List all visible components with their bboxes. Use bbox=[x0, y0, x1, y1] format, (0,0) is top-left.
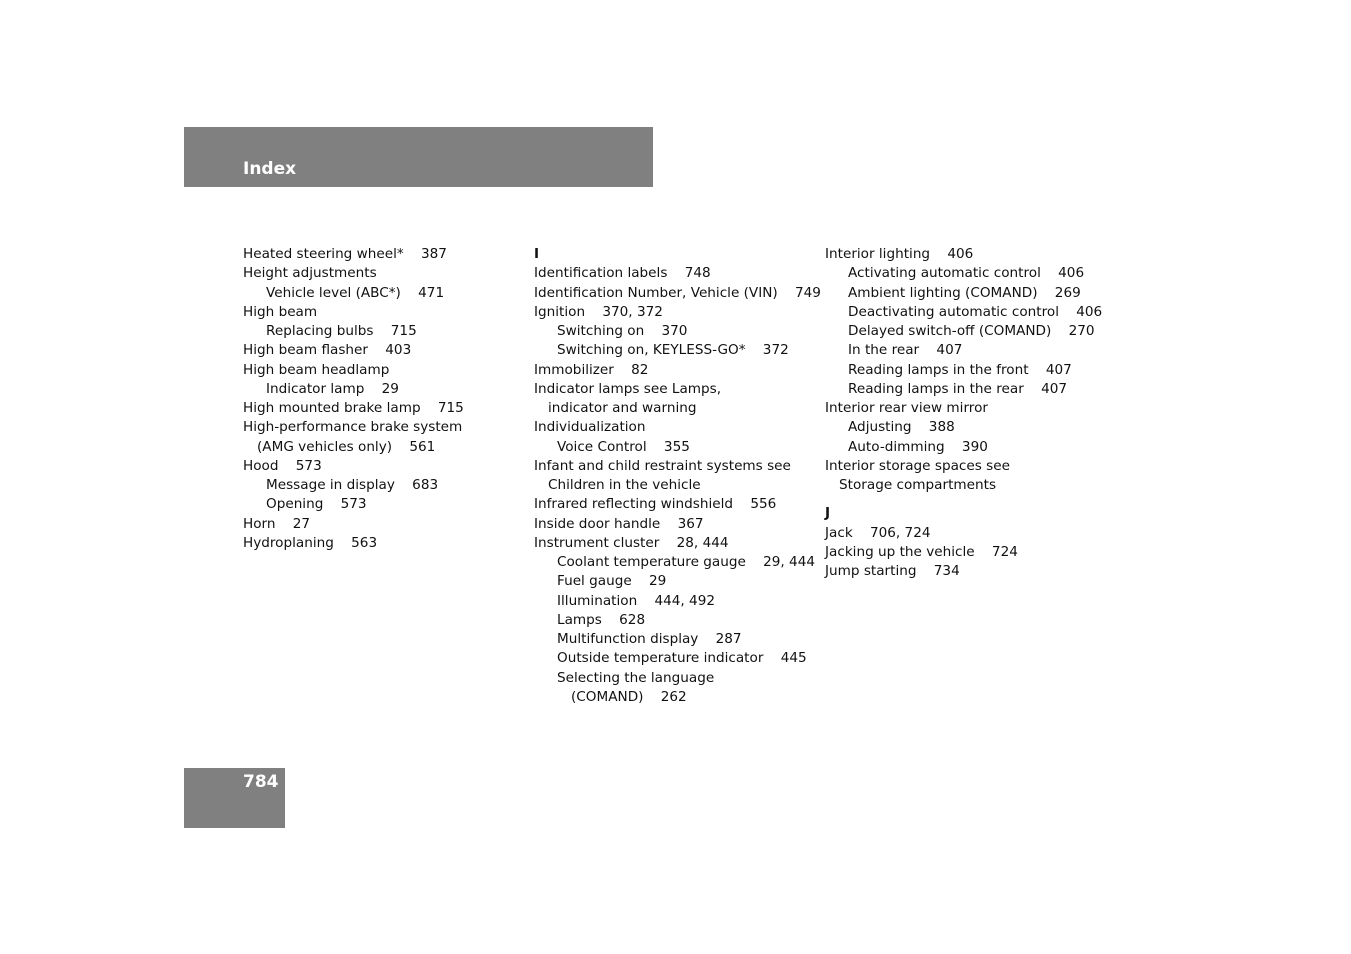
index-entry: Individualization bbox=[534, 419, 646, 436]
section-header-band bbox=[184, 127, 653, 187]
index-entry: Interior lighting 406 bbox=[825, 246, 974, 262]
index-subentry: Reading lamps in the front 407 bbox=[848, 361, 1072, 378]
index-entry: Infrared reflecting windshield 556 bbox=[534, 496, 777, 513]
index-subentry: Activating automatic control 406 bbox=[848, 265, 1085, 282]
index-entry: High beam bbox=[243, 303, 318, 320]
index-subentry: Selecting the language bbox=[557, 669, 715, 686]
index-entry: High mounted brake lamp 715 bbox=[243, 400, 464, 416]
index-subentry: Voice Control 355 bbox=[557, 438, 690, 455]
page-number: 784 bbox=[243, 772, 279, 792]
index-entry: Identification labels 748 bbox=[534, 265, 711, 282]
page-number-box bbox=[184, 768, 285, 828]
index-column-2 bbox=[534, 245, 819, 707]
index-entry: Ignition 370, 372 bbox=[534, 303, 663, 320]
index-subentry: In the rear 407 bbox=[848, 342, 963, 359]
index-entry: Hydroplaning 563 bbox=[243, 534, 378, 551]
index-subentry: Multifunction display 287 bbox=[557, 631, 742, 647]
index-subentry: Opening 573 bbox=[266, 496, 367, 513]
index-subentry: Switching on, KEYLESS-GO* 372 bbox=[557, 342, 789, 359]
index-entry: Instrument cluster 28, 444 bbox=[534, 534, 729, 551]
index-entry: Inside door handle 367 bbox=[534, 515, 704, 532]
index-subentry: Deactivating automatic control 406 bbox=[848, 303, 1103, 320]
index-letter-heading: I bbox=[534, 246, 540, 262]
index-subentry: Coolant temperature gauge 29, 444 bbox=[557, 554, 816, 570]
index-subentry: Lamps 628 bbox=[557, 611, 646, 628]
index-subentry: Illumination 444, 492 bbox=[557, 592, 716, 609]
index-entry: Identification Number, Vehicle (VIN) 749 bbox=[534, 284, 821, 301]
index-entry: Horn 27 bbox=[243, 515, 311, 532]
index-subentry: Storage compartments bbox=[839, 477, 997, 493]
index-entry: Interior storage spaces see bbox=[825, 457, 1010, 474]
index-subentry: (COMAND) 262 bbox=[571, 688, 687, 705]
index-letter-heading: J bbox=[825, 505, 831, 522]
index-entry: High beam headlamp bbox=[243, 361, 390, 378]
index-subentry: Reading lamps in the rear 407 bbox=[848, 380, 1068, 397]
index-subentry: Replacing bulbs 715 bbox=[266, 323, 417, 339]
index-subentry: (AMG vehicles only) 561 bbox=[257, 438, 436, 455]
index-entry: Hood 573 bbox=[243, 457, 322, 474]
index-subentry: Adjusting 388 bbox=[848, 419, 955, 436]
index-entry: Jacking up the vehicle 724 bbox=[825, 543, 1018, 560]
index-subentry: Fuel gauge 29 bbox=[557, 573, 667, 590]
index-entry: Interior rear view mirror bbox=[825, 400, 988, 416]
index-column-3 bbox=[825, 245, 1115, 581]
index-subentry: Vehicle level (ABC*) 471 bbox=[266, 284, 445, 301]
index-subentry: Auto-dimming 390 bbox=[848, 438, 988, 455]
index-entry: Jump starting 734 bbox=[825, 563, 960, 579]
index-entry: High beam flasher 403 bbox=[243, 342, 412, 359]
index-entry: Immobilizer 82 bbox=[534, 361, 649, 378]
index-subentry: Outside temperature indicator 445 bbox=[557, 650, 807, 667]
index-subentry: indicator and warning bbox=[548, 400, 697, 416]
index-subentry: Switching on 370 bbox=[557, 323, 688, 339]
index-entry: Height adjustments bbox=[243, 265, 377, 282]
index-subentry: Message in display 683 bbox=[266, 477, 439, 493]
index-subentry: Ambient lighting (COMAND) 269 bbox=[848, 284, 1081, 301]
index-entry: Heated steering wheel* 387 bbox=[243, 246, 447, 262]
section-gap bbox=[825, 495, 1115, 504]
index-entry: Indicator lamps see Lamps, bbox=[534, 380, 722, 397]
section-title: Index bbox=[243, 159, 297, 179]
index-subentry: Delayed switch-off (COMAND) 270 bbox=[848, 323, 1095, 339]
index-column-1 bbox=[243, 245, 523, 553]
index-entry: High-performance brake system bbox=[243, 419, 463, 436]
index-subentry: Children in the vehicle bbox=[548, 477, 701, 493]
index-entry: Jack 706, 724 bbox=[825, 524, 931, 541]
index-subentry: Indicator lamp 29 bbox=[266, 380, 399, 397]
index-entry: Infant and child restraint systems see bbox=[534, 457, 791, 474]
